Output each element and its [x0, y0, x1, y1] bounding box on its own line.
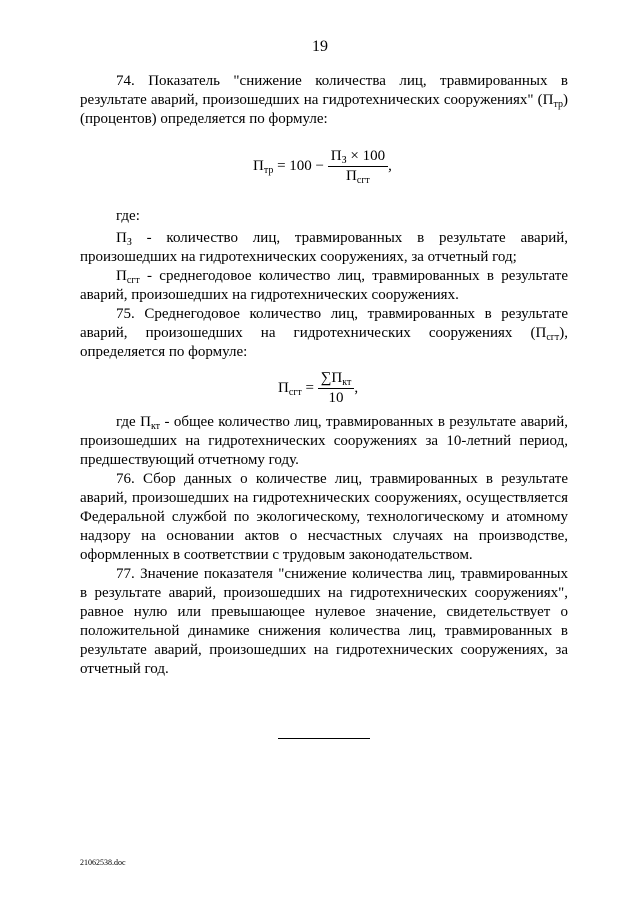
formula1-num-sub: З: [341, 155, 347, 166]
formula1-lhs: П: [253, 157, 264, 174]
paragraph-74: [80, 72, 568, 129]
formula2-eq: =: [301, 379, 318, 396]
formula1-lhs-sub: тр: [263, 164, 274, 176]
def2-symbol: П: [116, 268, 127, 284]
formula-2: [278, 370, 358, 407]
definitions-block-2: [80, 413, 568, 679]
formula2-num-symbol: ∑П: [320, 370, 343, 386]
end-separator-line: [278, 738, 370, 739]
p74-text: 74. Показатель "снижение количества лиц, травмированных в результате аварий, произошедших на гидротехнических сооружениях" (П: [80, 73, 568, 108]
definition-pz: [80, 229, 568, 267]
formula2-numerator: [318, 370, 355, 389]
paragraph-77: 77. Значение показателя "снижение количества лиц, травмированных в результате аварий, произошедших на гидротехнических сооружениях", равное нулю или превышающее нулевое значение, свидетельствует о положительной динамике снижения количества лиц, травмированных в результате аварий, произошедших на гидротехнических сооружениях, за отчетный год.: [80, 566, 568, 677]
formula2-tail: ,: [354, 379, 359, 396]
formula2-lhs-sub: сгт: [288, 386, 302, 398]
definition-pkt: [80, 413, 568, 470]
where2-text: где П: [116, 414, 151, 430]
where2-sub: кт: [150, 421, 161, 432]
formula1-num-symbol: П: [330, 148, 342, 164]
formula1-fraction: [328, 148, 388, 185]
def2-text: - среднегодовое количество лиц, травмированных в результате аварий, произошедших на гидротехнических сооружениях.: [80, 268, 568, 303]
formula1-tail: ,: [388, 157, 392, 174]
formula1-den-sub: сгт: [356, 175, 370, 186]
formula1-num-tail: × 100: [346, 148, 386, 164]
formula2-lhs: П: [278, 379, 289, 396]
paragraph-76: 76. Сбор данных о количестве лиц, травмированных в результате аварий, произошедших на гидротехнических сооружениях, осуществляется Федеральной службой по экологическому, технологическому и атомному надзору на основании актов о несчастных случаях на производстве, оформленных в соответствии с трудовым законодательством.: [80, 471, 568, 563]
p74-sub: тр: [553, 99, 563, 110]
formula1-denominator: [328, 167, 388, 185]
formula1-numerator: [328, 148, 388, 167]
definition-psgt: [80, 267, 568, 305]
def1-sub: З: [126, 237, 132, 248]
def1-text: - количество лиц, травмированных в результате аварий, произошедших на гидротехнических сооружениях, за отчетный год;: [80, 230, 568, 265]
formula-1: [253, 148, 392, 185]
p74-text-tail: ) (процентов) определяется по формуле:: [80, 92, 568, 127]
page-number: 19: [312, 38, 328, 55]
where-label-1: где:: [116, 208, 140, 224]
definitions-block-1: [80, 207, 568, 362]
def1-symbol: П: [116, 230, 127, 246]
formula2-num-sub: кт: [342, 377, 352, 388]
where2-text-tail: - общее количество лиц, травмированных в результате аварий, произошедших на гидротехнических сооружениях за 10-летний период, предшествующий отчетному году.: [80, 414, 568, 468]
p75-sub: сгт: [546, 332, 560, 343]
def2-sub: сгт: [126, 275, 140, 286]
formula1-den-symbol: П: [346, 168, 357, 184]
formula1-eq: = 100 −: [273, 157, 328, 174]
file-name-footer: 21062538.doc: [80, 858, 126, 867]
paragraph-75: [80, 305, 568, 362]
p75-text-tail: ), определяется по формуле:: [80, 325, 568, 360]
formula2-fraction: [318, 370, 355, 407]
formula2-denominator: 10: [328, 390, 344, 406]
p75-text: 75. Среднегодовое количество лиц, травмированных в результате аварий, произошедших на гидротехнических сооружениях (П: [80, 306, 568, 341]
